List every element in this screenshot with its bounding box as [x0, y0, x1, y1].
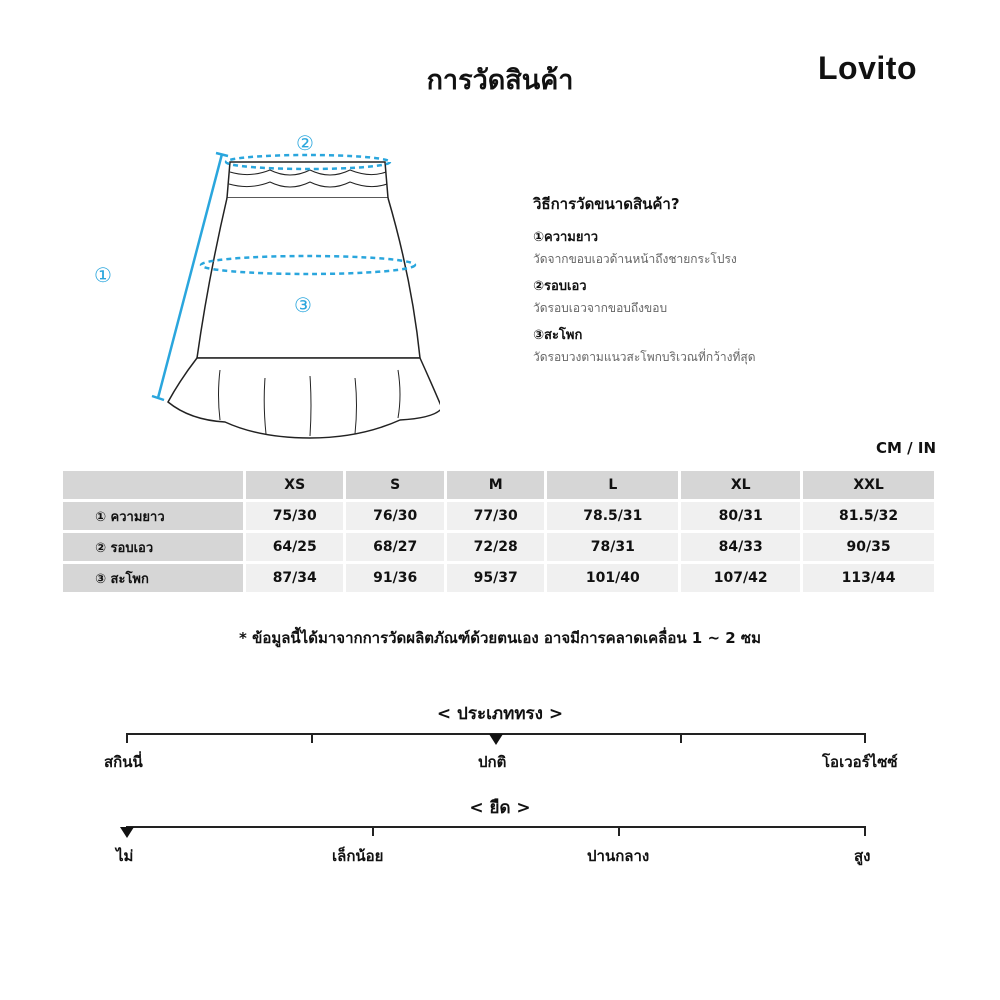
- table-cell: 78.5/31: [547, 502, 678, 530]
- stretch-label-high: สูง: [854, 847, 871, 865]
- fit-scale-pointer-icon: [489, 734, 503, 745]
- size-header: XS: [246, 471, 343, 499]
- table-row: [63, 564, 934, 592]
- size-header: XL: [681, 471, 800, 499]
- table-cell: 78/31: [547, 533, 678, 561]
- size-header: M: [447, 471, 544, 499]
- table-cell: 72/28: [447, 533, 544, 561]
- table-cell: 101/40: [547, 564, 678, 592]
- instruction-hip-title: ③สะโพก: [533, 328, 583, 343]
- fit-label-oversize: โอเวอร์ไซซ์: [822, 753, 898, 771]
- ruffle-hem-shape: [168, 358, 440, 438]
- marker-length: ①: [94, 263, 112, 287]
- brand-logo: Lovito: [818, 50, 917, 86]
- stretch-label-medium: ปานกลาง: [587, 847, 650, 865]
- stretch-label-none: ไม่: [116, 847, 134, 865]
- table-cell: 80/31: [681, 502, 800, 530]
- table-cell: 107/42: [681, 564, 800, 592]
- stretch-scale-line: [126, 826, 866, 828]
- instructions-question: วิธีการวัดขนาดสินค้า?: [533, 195, 680, 213]
- row-label: ① ความยาว: [63, 502, 243, 530]
- table-cell: 77/30: [447, 502, 544, 530]
- table-cell: 113/44: [803, 564, 934, 592]
- size-chart-table: [60, 468, 937, 595]
- marker-waist: ②: [296, 131, 314, 155]
- skirt-measurement-diagram: [80, 120, 440, 460]
- fit-label-regular: ปกติ: [478, 753, 507, 771]
- instruction-length-desc: วัดจากขอบเอวด้านหน้าถึงชายกระโปรง: [533, 252, 737, 266]
- stretch-label-slight: เล็กน้อย: [332, 847, 384, 865]
- instruction-length-title: ①ความยาว: [533, 230, 599, 245]
- size-header: L: [547, 471, 678, 499]
- stretch-scale-tick: [864, 826, 866, 836]
- table-cell: 87/34: [246, 564, 343, 592]
- table-cell: 68/27: [346, 533, 443, 561]
- table-cell: 90/35: [803, 533, 934, 561]
- skirt-body-shape: [197, 198, 420, 358]
- unit-label: CM / IN: [876, 439, 936, 457]
- row-label: ③ สะโพก: [63, 564, 243, 592]
- row-label: ② รอบเอว: [63, 533, 243, 561]
- page-title: การวัดสินค้า: [426, 65, 574, 96]
- marker-hip: ③: [294, 293, 312, 317]
- fit-scale-tick: [680, 733, 682, 743]
- stretch-scale-tick: [618, 826, 620, 836]
- fit-scale-tick: [126, 733, 128, 743]
- measuring-instructions: [533, 192, 953, 373]
- fit-scale-tick: [311, 733, 313, 743]
- table-cell: 91/36: [346, 564, 443, 592]
- instruction-hip-desc: วัดรอบวงตามแนวสะโพกบริเวณที่กว้างที่สุด: [533, 350, 756, 364]
- table-cell: 64/25: [246, 533, 343, 561]
- size-header: XXL: [803, 471, 934, 499]
- fit-scale-tick: [864, 733, 866, 743]
- fit-scale-title: < ประเภททรง >: [436, 704, 564, 724]
- table-header-row: [63, 471, 934, 499]
- instruction-waist-title: ②รอบเอว: [533, 279, 587, 294]
- size-header: S: [346, 471, 443, 499]
- table-row: [63, 533, 934, 561]
- table-cell: 76/30: [346, 502, 443, 530]
- table-row: [63, 502, 934, 530]
- stretch-scale-title: < ยืด >: [469, 798, 531, 818]
- table-cell: 84/33: [681, 533, 800, 561]
- table-cell: 95/37: [447, 564, 544, 592]
- table-corner-cell: [63, 471, 243, 499]
- stretch-scale-tick: [372, 826, 374, 836]
- fit-label-skinny: สกินนี่: [104, 753, 143, 771]
- measurement-note: * ข้อมูลนี้ได้มาจากการวัดผลิตภัณฑ์ด้วยตนเอง อาจมีการคลาดเคลื่อน 1 ~ 2 ซม: [239, 629, 761, 647]
- table-cell: 81.5/32: [803, 502, 934, 530]
- stretch-scale-pointer-icon: [120, 827, 134, 838]
- table-cell: 75/30: [246, 502, 343, 530]
- instruction-waist-desc: วัดรอบเอวจากขอบถึงขอบ: [533, 301, 668, 315]
